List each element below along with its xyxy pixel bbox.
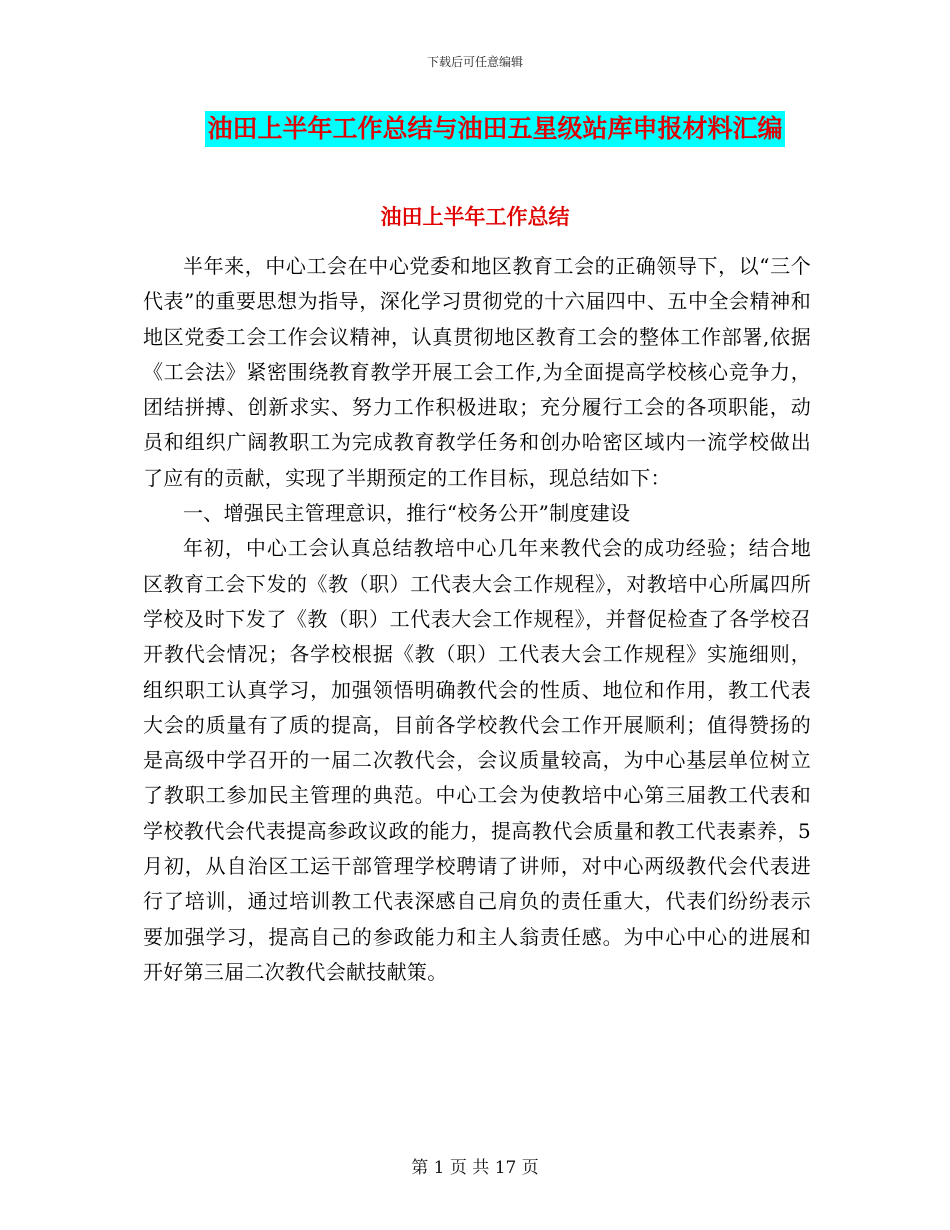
paragraph-body-1: 年初，中心工会认真总结教培中心几年来教代会的成功经验；结合地区教育工会下发的《教（职）工代表大会工作规程》，对教培中心所属四所学校及时下发了《教（职）工代表大会工作规程》，并督促检查了各学校召开教代会情况；各学校根据《教（职）工代表大会工作规程》实施细则，组织职工认真学习，加强领悟明确教代会的性质、地位和作用，教工代表大会的质量有了质的提高，目前各学校教代会工作开展顺利；值得赞扬的是高级中学召开的一届二次教代会，会议质量较高，为中心基层单位树立了教职工参加民主管理的典范。中心工会为使教培中心第三届教工代表和学校教代会代表提高参政议政的能力，提高教代会质量和教工代表素养，5月初，从自治区工运干部管理学校聘请了讲师，对中心两级教代会代表进行了培训，通过培训教工代表深感自己肩负的责任重大，代表们纷纷表示要加强学习，提高自己的参政能力和主人翁责任感。为中心中心的进展和开好第三届二次教代会献技献策。 — [143, 536, 811, 984]
document-body — [143, 249, 811, 990]
section-title: 油田上半年工作总结 — [380, 205, 570, 229]
document-title-container — [0, 111, 950, 147]
page-number: 第 1 页 共 17 页 — [411, 1158, 539, 1178]
page-header-note: 下载后可任意编辑 — [426, 55, 523, 69]
paragraph-heading-1: 一、增强民主管理意识，推行“校务公开”制度建设 — [183, 501, 631, 526]
paragraph-intro: 半年来，中心工会在中心党委和地区教育工会的正确领导下，以“三个代表”的重要思想为指导，深化学习贯彻党的十六届四中、五中全会精神和地区党委工会工作会议精神，认真贯彻地区教育工会的整体工作部署,依据《工会法》紧密围绕教育教学开展工会工作,为全面提高学校核心竞争力，团结拼搏、创新求实、努力工作积极进取；充分履行工会的各项职能，动员和组织广阔教职工为完成教育教学任务和创办哈密区域内一流学校做出了应有的贡献，实现了半期预定的工作目标，现总结如下： — [143, 254, 811, 490]
document-title: 油田上半年工作总结与油田五星级站库申报材料汇编 — [205, 111, 784, 147]
